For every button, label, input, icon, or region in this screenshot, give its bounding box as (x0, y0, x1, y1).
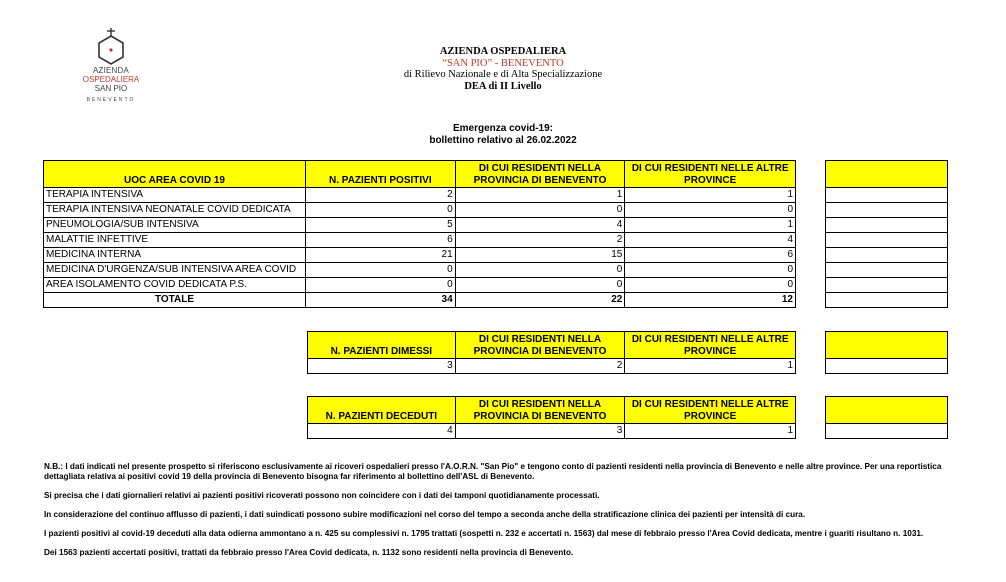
logo-line-3: SAN PIO (94, 84, 128, 93)
header-prev (826, 161, 948, 188)
dimessi-header-altre: DI CUI RESIDENTI NELLE ALTRE PROVINCE (625, 332, 796, 359)
row-residenti: 15 (455, 248, 625, 263)
table-row (826, 233, 948, 248)
table-row (826, 263, 948, 278)
logo-line-4: BENEVENTO (86, 97, 136, 103)
dimessi-header-n: N. PAZIENTI DIMESSI (308, 332, 456, 359)
row-name: MEDICINA D'URGENZA/SUB INTENSIVA AREA COVID (44, 263, 306, 278)
header-residenti: DI CUI RESIDENTI NELLA PROVINCIA DI BENEVENTO (455, 161, 625, 188)
row-altre: 1 (625, 188, 796, 203)
table-row (826, 359, 948, 374)
dimessi-n: 3 (308, 359, 456, 374)
document-header (0, 46, 1006, 92)
total-prev (826, 293, 948, 308)
dimessi-table (307, 331, 796, 374)
subtitle-line-2: bollettino relativo al 26.02.2022 (429, 135, 577, 146)
main-prev-table (825, 160, 948, 308)
row-prev (826, 248, 948, 263)
table-row (44, 248, 796, 263)
table-row (44, 218, 796, 233)
total-positivi: 34 (305, 293, 455, 308)
subtitle-line-1: Emergenza covid-19: (452, 123, 554, 134)
row-positivi: 6 (305, 233, 455, 248)
logo-line-2: OSPEDALIERA (82, 75, 140, 84)
bulletin-subtitle (0, 123, 1006, 147)
dimessi-header-residenti: DI CUI RESIDENTI NELLA PROVINCIA DI BENEVENTO (455, 332, 625, 359)
deceduti-residenti: 3 (455, 424, 625, 439)
row-prev (826, 218, 948, 233)
row-name: MALATTIE INFETTIVE (44, 233, 306, 248)
row-positivi: 5 (305, 218, 455, 233)
header-line-3: di Rilievo Nazionale e di Alta Specializzazione (403, 69, 603, 80)
total-row (44, 293, 796, 308)
row-altre: 0 (625, 278, 796, 293)
table-row (826, 424, 948, 439)
row-altre: 4 (625, 233, 796, 248)
row-prev (826, 188, 948, 203)
row-prev (826, 203, 948, 218)
row-residenti: 0 (455, 263, 625, 278)
table-row (44, 233, 796, 248)
dimessi-prev (826, 359, 948, 374)
row-residenti: 2 (455, 233, 625, 248)
logo-line-1: AZIENDA (92, 66, 130, 75)
row-positivi: 0 (305, 278, 455, 293)
total-altre: 12 (625, 293, 796, 308)
row-prev (826, 278, 948, 293)
table-row (44, 263, 796, 278)
deceduti-header-n: N. PAZIENTI DECEDUTI (308, 397, 456, 424)
deceduti-table (307, 396, 796, 439)
note-paragraph: In considerazione del continuo afflusso di pazienti, i dati suindicati possono subire modificazioni nel corso del tempo a seconda anche della stratificazione clinica dei pazienti per intensità di cura. (44, 510, 806, 519)
dimessi-altre: 1 (625, 359, 796, 374)
table-row (826, 278, 948, 293)
deceduti-header-prev (826, 397, 948, 424)
row-prev (826, 263, 948, 278)
dimessi-prev-table (825, 331, 948, 374)
header-line-4: DEA di II Livello (464, 80, 542, 92)
table-row (826, 188, 948, 203)
dimessi-residenti: 2 (455, 359, 625, 374)
deceduti-header-altre: DI CUI RESIDENTI NELLE ALTRE PROVINCE (625, 397, 796, 424)
row-positivi: 0 (305, 203, 455, 218)
row-positivi: 21 (305, 248, 455, 263)
row-positivi: 0 (305, 263, 455, 278)
table-row (826, 203, 948, 218)
row-residenti: 1 (455, 188, 625, 203)
deceduti-prev-table (825, 396, 948, 439)
table-row (44, 203, 796, 218)
note-paragraph: N.B.: I dati indicati nel presente prospetto si riferiscono esclusivamente ai ricoveri ospedalieri presso l'A.O.R.N. "San Pio" e tengono conto di pazienti residenti nella provincia di Benevento e nelle altre province. Per una reportistica dettagliata relativa ai positivi covid 19 della provincia di Benevento bisogna far riferimento al bollettino dell'ASL di Benevento. (44, 462, 942, 481)
deceduti-prev (826, 424, 948, 439)
header-line-1: AZIENDA OSPEDALIERA (439, 46, 567, 57)
main-table-header (44, 161, 796, 188)
deceduti-altre: 1 (625, 424, 796, 439)
total-residenti: 22 (455, 293, 625, 308)
row-name: PNEUMOLOGIA/SUB INTENSIVA (44, 218, 306, 233)
table-row (44, 278, 796, 293)
header-line-2: “SAN PIO” - BENEVENTO (442, 57, 564, 69)
row-prev (826, 233, 948, 248)
table-row (308, 359, 796, 374)
table-row (44, 188, 796, 203)
row-altre: 1 (625, 218, 796, 233)
table-row (826, 218, 948, 233)
note-paragraph: Si precisa che i dati giornalieri relativi ai pazienti positivi ricoverati possono non coincidere con i dati dei tamponi quotidianamente processati. (44, 491, 600, 500)
row-name: TERAPIA INTENSIVA (44, 188, 306, 203)
row-altre: 6 (625, 248, 796, 263)
row-altre: 0 (625, 203, 796, 218)
total-row (826, 293, 948, 308)
deceduti-header-residenti: DI CUI RESIDENTI NELLA PROVINCIA DI BENEVENTO (455, 397, 625, 424)
deceduti-n: 4 (308, 424, 456, 439)
row-residenti: 0 (455, 278, 625, 293)
header-uoc: UOC AREA COVID 19 (44, 161, 306, 188)
table-row (826, 248, 948, 263)
row-residenti: 0 (455, 203, 625, 218)
note-paragraph: Dei 1563 pazienti accertati positivi, trattati da febbraio presso l'Area Covid dedicata, n. 1132 sono residenti nella provincia di Benevento. (44, 548, 574, 557)
note-paragraph: I pazienti positivi al covid-19 deceduti alla data odierna ammontano a n. 425 su complessivi n. 1795 trattati (sospetti n. 232 e accertati n. 1563) dal mese di febbraio presso l'Area Covid dedicata, mentre i guariti risultano n. 1031. (44, 529, 924, 538)
total-label: TOTALE (44, 293, 306, 308)
dimessi-header-prev (826, 332, 948, 359)
row-positivi: 2 (305, 188, 455, 203)
row-name: TERAPIA INTENSIVA NEONATALE COVID DEDICATA (44, 203, 306, 218)
row-altre: 0 (625, 263, 796, 278)
header-altre: DI CUI RESIDENTI NELLE ALTRE PROVINCE (625, 161, 796, 188)
row-name: MEDICINA INTERNA (44, 248, 306, 263)
main-table (43, 160, 796, 308)
table-row (308, 424, 796, 439)
header-positivi: N. PAZIENTI POSITIVI (305, 161, 455, 188)
row-residenti: 4 (455, 218, 625, 233)
row-name: AREA ISOLAMENTO COVID DEDICATA P.S. (44, 278, 306, 293)
notes-section (44, 462, 964, 567)
